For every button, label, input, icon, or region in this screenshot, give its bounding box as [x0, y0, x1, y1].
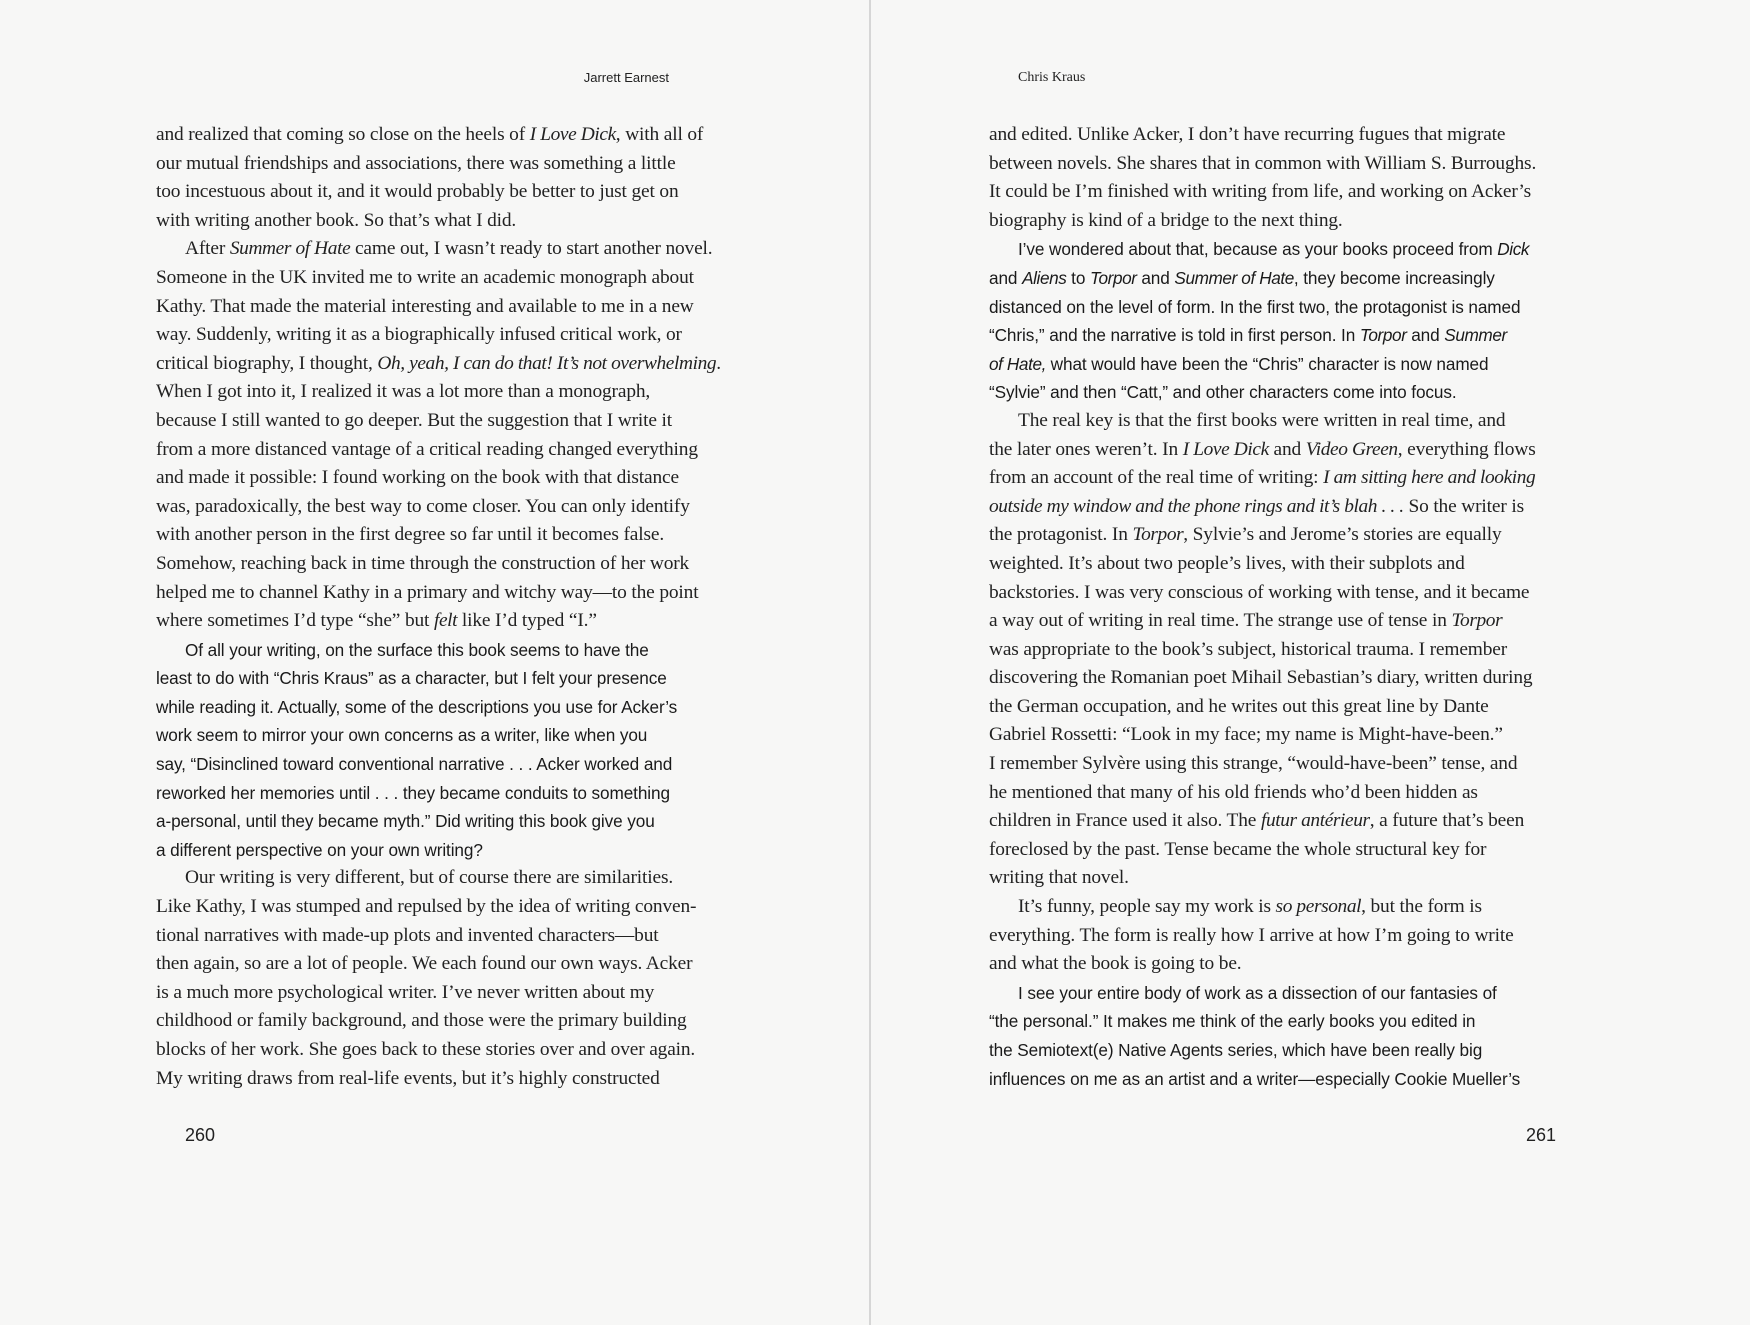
- text-segment: It could be I’m finished with writing from life, and working on Acker’s: [989, 181, 1532, 203]
- text-segment: and edited. Unlike Acker, I don’t have recurring fugues that migrate: [989, 124, 1506, 145]
- italic-segment: Dick: [1497, 239, 1530, 260]
- text-segment: Like Kathy, I was stumped and repulsed by the idea of writing conven-: [156, 896, 697, 918]
- text-segment: So the writer is: [1403, 495, 1524, 517]
- text-segment: , with all of: [615, 124, 704, 145]
- text-segment: Somehow, reaching back in time through the construction of her work: [156, 552, 690, 574]
- text-line: [156, 235, 761, 264]
- text-segment: Gabriel Rossetti: “Look in my face; my name is Might-have-been.”: [989, 724, 1503, 746]
- text-line: [156, 350, 761, 379]
- text-segment: discovering the Romanian poet Mihail Sebastian’s diary, written during: [989, 667, 1533, 689]
- text-segment: Our writing is very different, but of course there are similarities.: [185, 867, 674, 889]
- text-segment: is a much more psychological writer. I’ve never written about my: [156, 981, 655, 1003]
- question-line: [989, 235, 1594, 264]
- text-segment: I’ve wondered about that, because as your books proceed from: [1018, 239, 1498, 260]
- page-number: 260: [185, 1125, 216, 1145]
- text-segment: while reading it. Actually, some of the descriptions you use for Acker’s: [156, 696, 678, 717]
- text-segment: , they become increasingly: [1293, 267, 1495, 288]
- text-segment: childhood or family background, and those were the primary building: [156, 1010, 687, 1032]
- text-line: [156, 121, 761, 150]
- question-line: [156, 779, 761, 808]
- question-line: [989, 1065, 1594, 1094]
- text-line: [989, 950, 1594, 979]
- text-segment: from a more distanced vantage of a critical reading changed everything: [156, 438, 698, 460]
- text-segment: Of all your writing, on the surface this book seems to have the: [185, 639, 649, 660]
- text-segment: , Sylvie’s and Jerome’s stories are equally: [1183, 524, 1502, 546]
- text-line: [156, 321, 761, 350]
- italic-segment: I am sitting here and looking: [1323, 467, 1536, 489]
- text-line: [156, 493, 761, 522]
- text-line: [989, 636, 1594, 665]
- italic-segment: outside my window and the phone rings and it’s blah . . .: [989, 495, 1404, 517]
- text-line: [156, 207, 761, 236]
- text-line: [989, 922, 1594, 951]
- text-line: [156, 407, 761, 436]
- left-page: [0, 0, 869, 1325]
- text-line: [156, 550, 761, 579]
- text-segment: between novels. She shares that in common with William S. Burroughs.: [989, 152, 1537, 174]
- text-line: [989, 750, 1594, 779]
- italic-segment: Oh, yeah, I can do that! It’s not overwhelming: [377, 352, 717, 374]
- italic-segment: Aliens: [1022, 267, 1067, 288]
- text-line: [156, 1007, 761, 1036]
- text-segment: influences on me as an artist and a writer—especially Cookie Mueller’s: [989, 1068, 1521, 1089]
- italic-segment: futur antérieur: [1260, 810, 1370, 832]
- text-segment: say, “Disinclined toward conventional narrative . . . Acker worked and: [156, 754, 673, 775]
- text-segment: where sometimes I’d type “she” but: [156, 610, 434, 632]
- text-segment: the later ones weren’t. In: [989, 438, 1183, 460]
- text-segment: like I’d typed “I.”: [457, 610, 597, 632]
- text-line: [156, 178, 761, 207]
- page-number: 261: [1526, 1125, 1557, 1145]
- text-line: [989, 436, 1594, 465]
- text-segment: and: [989, 267, 1023, 288]
- text-line: [156, 264, 761, 293]
- question-line: [156, 721, 761, 750]
- text-segment: After: [185, 238, 230, 260]
- text-line: [989, 836, 1594, 865]
- text-line: [989, 550, 1594, 579]
- text-segment: children in France used it also. The: [989, 810, 1261, 832]
- text-segment: and: [1136, 267, 1175, 288]
- text-segment: way. Suddenly, writing it as a biographically infused critical work, or: [156, 324, 682, 346]
- text-line: [989, 464, 1594, 493]
- question-line: [989, 350, 1594, 379]
- text-segment: a-personal, until they became myth.” Did writing this book give you: [156, 811, 655, 832]
- text-line: [989, 178, 1594, 207]
- question-line: [989, 1007, 1594, 1036]
- text-segment: “Chris,” and the narrative is told in first person. In: [989, 325, 1360, 346]
- text-line: [989, 579, 1594, 608]
- text-segment: work seem to mirror your own concerns as a writer, like when you: [156, 725, 648, 746]
- text-segment: Kathy. That made the material interesting and available to me in a new: [156, 295, 694, 317]
- text-segment: our mutual friendships and associations, there was something a little: [156, 152, 676, 174]
- text-segment: what would have been the “Chris” character is now named: [1046, 353, 1489, 374]
- italic-segment: Summer of Hate: [1174, 267, 1294, 288]
- text-segment: and realized that coming so close on the heels of: [156, 124, 530, 145]
- question-line: [989, 293, 1594, 322]
- question-line: [156, 807, 761, 836]
- right-page: [871, 0, 1750, 1325]
- text-segment: biography is kind of a bridge to the next thing.: [989, 209, 1343, 231]
- text-segment: because I still wanted to go deeper. But the suggestion that I write it: [156, 409, 673, 431]
- text-segment: and what the book is going to be.: [989, 953, 1242, 975]
- text-segment: tional narratives with made-up plots and invented characters—but: [156, 924, 659, 946]
- italic-segment: Torpor: [1359, 325, 1407, 346]
- italic-segment: Torpor: [1451, 610, 1503, 632]
- question-line: [989, 979, 1594, 1008]
- text-line: [156, 893, 761, 922]
- text-line: [156, 1065, 761, 1094]
- text-segment: It’s funny, people say my work is: [1018, 896, 1276, 918]
- text-segment: a different perspective on your own writing?: [156, 839, 483, 860]
- question-line: [156, 636, 761, 665]
- text-segment: a way out of writing in real time. The strange use of tense in: [989, 610, 1452, 632]
- text-segment: “Sylvie” and then “Catt,” and other characters come into focus.: [989, 382, 1457, 403]
- text-segment: the German occupation, and he writes out this great line by Dante: [989, 695, 1489, 717]
- italic-segment: I Love Dick: [529, 124, 616, 145]
- text-line: [989, 693, 1594, 722]
- text-segment: too incestuous about it, and it would probably be better to just get on: [156, 181, 679, 203]
- text-segment: The real key is that the first books were written in real time, and: [1018, 409, 1506, 431]
- text-line: [989, 407, 1594, 436]
- italic-segment: Torpor: [1089, 267, 1137, 288]
- text-segment: from an account of the real time of writing:: [989, 467, 1324, 489]
- text-line: [989, 664, 1594, 693]
- text-segment: and made it possible: I found working on the book with that distance: [156, 467, 679, 489]
- text-line: [989, 121, 1594, 150]
- text-segment: critical biography, I thought,: [156, 352, 378, 374]
- text-segment: My writing draws from real-life events, but it’s highly constructed: [156, 1067, 660, 1089]
- body-text: [156, 121, 761, 1093]
- question-line: [156, 664, 761, 693]
- text-segment: was appropriate to the book’s subject, historical trauma. I remember: [989, 638, 1508, 660]
- text-segment: he mentioned that many of his old friends who’d been hidden as: [989, 781, 1478, 803]
- text-line: [989, 807, 1594, 836]
- text-segment: I remember Sylvère using this strange, “would-have-been” tense, and: [989, 753, 1518, 775]
- question-line: [989, 1036, 1594, 1065]
- text-line: [156, 864, 761, 893]
- text-line: [989, 721, 1594, 750]
- question-line: [989, 378, 1594, 407]
- text-line: [156, 378, 761, 407]
- question-line: [156, 836, 761, 865]
- text-segment: was, paradoxically, the best way to come closer. You can only identify: [156, 495, 690, 517]
- text-segment: the protagonist. In: [989, 524, 1133, 546]
- text-line: [156, 293, 761, 322]
- body-text: [989, 121, 1594, 1093]
- text-segment: , everything flows: [1397, 438, 1536, 460]
- text-line: [156, 436, 761, 465]
- text-segment: came out, I wasn’t ready to start another novel.: [350, 238, 713, 260]
- text-segment: , but the form is: [1361, 896, 1482, 918]
- text-segment: with writing another book. So that’s what I did.: [156, 209, 517, 231]
- text-segment: and: [1406, 325, 1445, 346]
- text-line: [989, 893, 1594, 922]
- text-segment: blocks of her work. She goes back to these stories over and over again.: [156, 1039, 696, 1060]
- italic-segment: felt: [433, 610, 458, 632]
- text-line: [156, 521, 761, 550]
- running-head-author: Chris Kraus: [1018, 70, 1086, 85]
- italic-segment: Summer of Hate: [229, 238, 351, 260]
- italic-segment: of Hate,: [989, 353, 1046, 374]
- text-line: [989, 207, 1594, 236]
- text-line: [156, 950, 761, 979]
- text-line: [989, 864, 1594, 893]
- italic-segment: Summer: [1444, 325, 1507, 346]
- text-segment: with another person in the first degree so far until it becomes false.: [156, 524, 665, 546]
- text-line: [156, 464, 761, 493]
- text-segment: to: [1066, 267, 1090, 288]
- question-line: [156, 750, 761, 779]
- text-segment: everything. The form is really how I arrive at how I’m going to write: [989, 924, 1514, 946]
- italic-segment: so personal: [1275, 896, 1362, 918]
- text-line: [156, 579, 761, 608]
- text-segment: writing that novel.: [989, 867, 1129, 889]
- text-line: [156, 607, 761, 636]
- text-segment: weighted. It’s about two people’s lives, with their subplots and: [989, 552, 1465, 574]
- text-line: [989, 521, 1594, 550]
- italic-segment: I Love Dick: [1182, 438, 1269, 460]
- text-line: [156, 1036, 761, 1065]
- question-line: [989, 264, 1594, 293]
- italic-segment: Video Green: [1305, 438, 1398, 460]
- text-segment: reworked her memories until . . . they became conduits to something: [156, 782, 670, 803]
- text-line: [989, 607, 1594, 636]
- text-line: [156, 979, 761, 1008]
- text-segment: least to do with “Chris Kraus” as a character, but I felt your presence: [156, 668, 667, 689]
- italic-segment: Torpor: [1132, 524, 1184, 546]
- text-line: [156, 922, 761, 951]
- text-segment: “the personal.” It makes me think of the early books you edited in: [989, 1011, 1476, 1032]
- text-segment: distanced on the level of form. In the first two, the protagonist is named: [989, 296, 1521, 317]
- text-segment: then again, so are a lot of people. We each found our own ways. Acker: [156, 953, 693, 975]
- text-segment: the Semiotext(e) Native Agents series, which have been really big: [989, 1040, 1483, 1060]
- text-line: [989, 779, 1594, 808]
- text-segment: , a future that’s been: [1369, 810, 1525, 832]
- text-segment: and: [1268, 438, 1306, 460]
- text-segment: Someone in the UK invited me to write an academic monograph about: [156, 266, 694, 288]
- question-line: [989, 321, 1594, 350]
- question-line: [156, 693, 761, 722]
- text-line: [156, 150, 761, 179]
- text-segment: I see your entire body of work as a dissection of our fantasies of: [1018, 982, 1497, 1003]
- text-line: [989, 150, 1594, 179]
- text-segment: backstories. I was very conscious of working with tense, and it became: [989, 581, 1530, 603]
- text-line: [989, 493, 1594, 522]
- text-segment: foreclosed by the past. Tense became the whole structural key for: [989, 838, 1487, 860]
- running-head-author: Jarrett Earnest: [583, 70, 669, 85]
- text-segment: .: [716, 352, 721, 374]
- text-segment: When I got into it, I realized it was a lot more than a monograph,: [156, 381, 651, 403]
- text-segment: helped me to channel Kathy in a primary and witchy way—to the point: [156, 581, 699, 603]
